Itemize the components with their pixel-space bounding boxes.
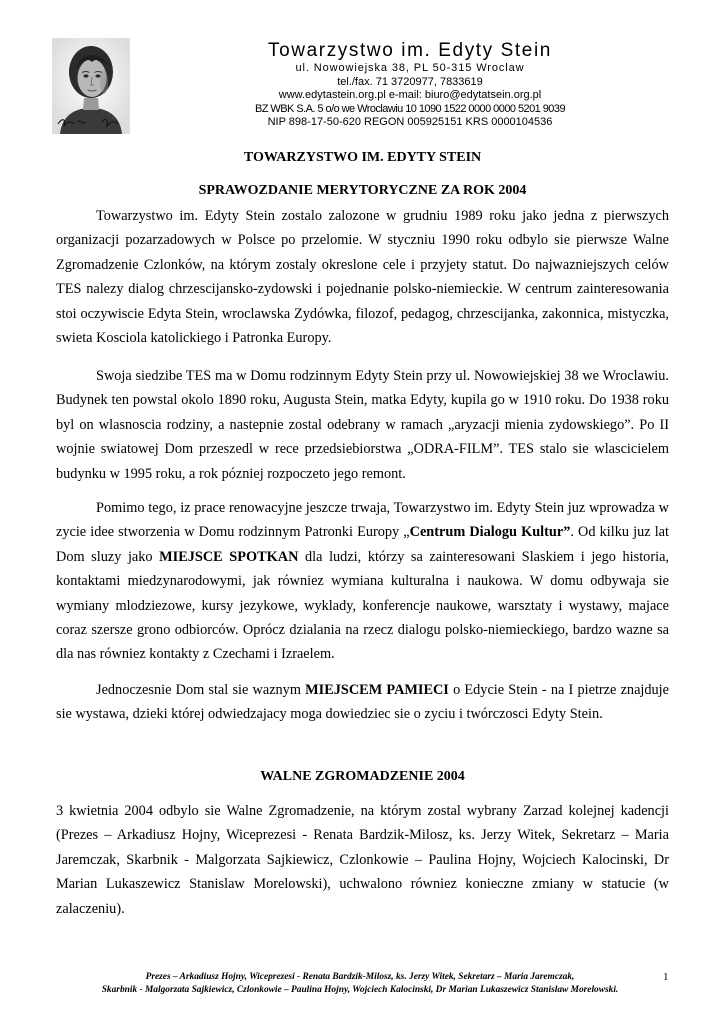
paragraph-3-part-b: . Od kilku juz lat Dom sluzy jako bbox=[56, 524, 669, 565]
footer-board-members bbox=[40, 971, 680, 997]
paragraph-history bbox=[56, 204, 669, 350]
paragraph-5-text: 3 kwietnia 2004 odbylo sie Walne Zgromadzenie, na którym zostal wybrany Zarzad kolejnej kadencji (Prezes – Arkadiusz Hojny, Wiceprezesi - Renata Bardzik-Milosz, ks. Jerzy Witek, Sekretarz – Maria Jaremczak, Skarbnik - Malgorzata Sajkiewicz, Czlonkowie – Paulina Hojny, Wojciech Kalocinski, Dr Marian Lukaszewicz Stanislaw Morelowski), uchwalono równiez konieczne zmiany w statucie (w zalaczeniu). bbox=[56, 803, 669, 917]
meeting-place-emphasis: MIEJSCE SPOTKAN bbox=[159, 548, 299, 565]
paragraph-2-text: Swoja siedzibe TES ma w Domu rodzinnym Edyty Stein przy ul. Nowowiejskiej 38 we Wroclawiu. Budynek ten powstal okolo 1890 roku, Augusta Stein, matka Edyty, kupila go w 1910 roku. Do 1938 roku byl on wlasnoscia rodziny, a nastepnie zostal odebrany w ramach „aryzacji mienia zydowskiego”. Po II wojnie swiatowej Dom przeszedl w rece przedsiebiorstwa „ODRA-FILM”. TES stalo sie wlascicielem budynku w 1995 roku, a rok pózniej rozpoczeto jego remont. bbox=[56, 368, 669, 482]
phone: tel./fax. 71 3720977, 7833619 bbox=[337, 75, 483, 88]
web-email: www.edytastein.org.pl e-mail: biuro@edytatsein.org.pl bbox=[278, 89, 542, 102]
edith-stein-portrait bbox=[52, 38, 130, 134]
report-heading: SPRAWOZDANIE MERYTORYCZNE ZA ROK 2004 bbox=[198, 183, 527, 198]
assembly-heading: WALNE ZGROMADZENIE 2004 bbox=[260, 769, 465, 784]
paragraph-memorial bbox=[56, 678, 669, 727]
registry-numbers: NIP 898-17-50-620 REGON 005925151 KRS 0000104536 bbox=[267, 116, 553, 129]
centre-name-emphasis: Centrum Dialogu Kultur” bbox=[409, 524, 571, 541]
organization-heading: TOWARZYSTWO IM. EDYTY STEIN bbox=[243, 150, 482, 165]
footer-line-2: Skarbnik - Malgorzata Sajkiewicz, Czlonkowie – Paulina Hojny, Wojciech Kalocinski, Dr Marian Lukaszewicz Stanislaw Morelowski. bbox=[101, 985, 619, 995]
letterhead bbox=[210, 40, 610, 130]
paragraph-3-part-c: dla ludzi, którzy sa zainteresowani Slaskiem i jego historia, kontaktami miedzynarodowymi, jak równiez wymiana kulturalna i naukowa. W domu odbywaja sie wymiany mlodziezowe, kursy jezykowe, wyklady, konferencje naukowe, warsztaty i wystawy, majace coraz szersze grono odbiorców. Oprócz dzialania na rzecz dialogu polsko-niemieckiego, bardzo wazne sa dla nas równiez kontakty z Czechami i Izraelem. bbox=[56, 548, 669, 663]
paragraph-4-text bbox=[56, 678, 669, 727]
paragraph-3-text bbox=[56, 496, 669, 667]
paragraph-4-part-b: o Edycie Stein - na I pietrze znajduje sie wystawa, dzieki której odwiedzajacy moga dowiedziec sie o zyciu i twórczosci Edyty Stein. bbox=[56, 682, 669, 723]
paragraph-dialogue-centre bbox=[56, 496, 669, 667]
organization-name: Towarzystwo im. Edyty Stein bbox=[268, 40, 552, 61]
bank-account: BZ WBK S.A. 5 o/o we Wroclawiu 10 1090 1522 0000 0000 5201 9039 bbox=[254, 102, 566, 115]
address: ul. Nowowiejska 38, PL 50-315 Wroclaw bbox=[295, 62, 525, 74]
page-number: 1 bbox=[663, 971, 669, 983]
paragraph-1-text: Towarzystwo im. Edyty Stein zostalo zalozone w grudniu 1989 roku jako jedna z pierwszych organizacji pozarzadowych w Polsce po przelomie. W styczniu 1990 roku odbylo sie pierwsze Walne Zgromadzenie Czlonków, na którym zostaly okreslone cele i przyjety statut. Do najwazniejszych celów TES nalezy dialog chrzescijansko-zydowski i pojednanie polsko-niemieckie. W centrum zainteresowania stoi oczywiscie Edyta Stein, wroclawska Zydówka, filozof, pedagog, chrzescijanka, zakonnica, mistyczka, swieta Kosciola katolickiego i Patronka Europy. bbox=[56, 208, 669, 347]
memorial-place-emphasis: MIEJSCEM PAMIECI bbox=[305, 682, 449, 698]
paragraph-assembly bbox=[56, 799, 669, 921]
paragraph-4-part-a: Jednoczesnie Dom stal sie waznym bbox=[96, 682, 306, 698]
paragraph-seat bbox=[56, 364, 669, 486]
footer-line-1: Prezes – Arkadiusz Hojny, Wiceprezesi - Renata Bardzik-Milosz, ks. Jerzy Witek, Sekretarz – Maria Jaremczak, bbox=[145, 972, 575, 982]
paragraph-3-part-a: Pomimo tego, iz prace renowacyjne jeszcze trwaja, Towarzystwo im. Edyty Stein juz wprowadza w zycie idee stworzenia w Domu rodzinnym Patronki Europy „ bbox=[56, 500, 669, 541]
